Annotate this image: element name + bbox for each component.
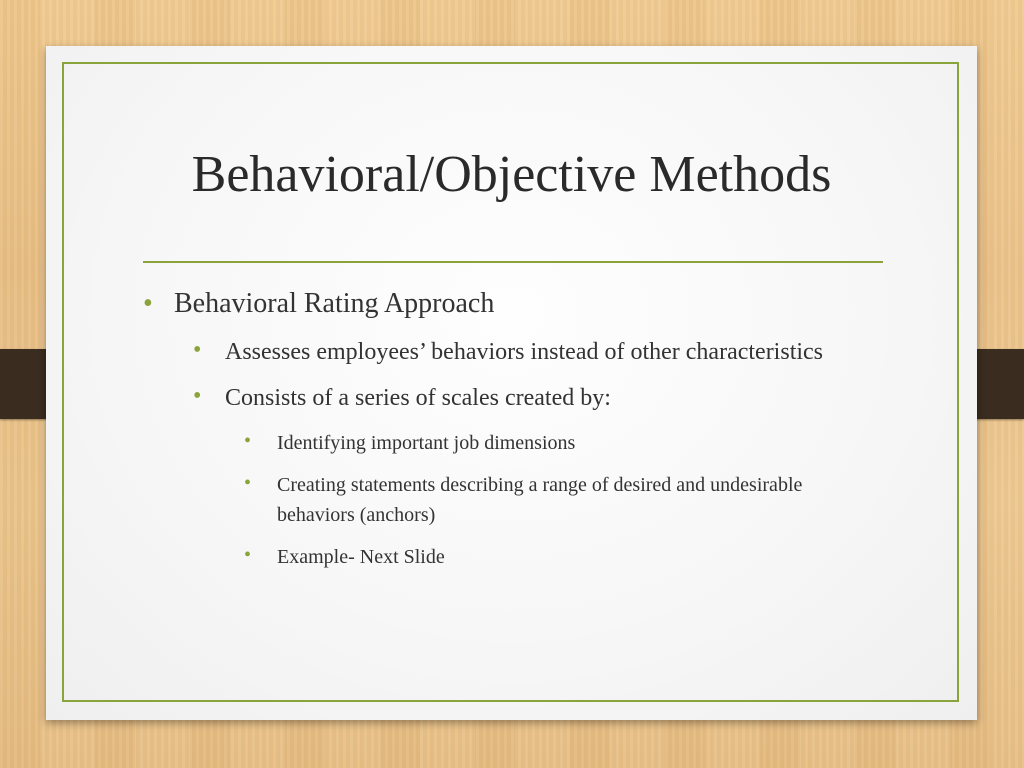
slide-card [46, 46, 977, 720]
bullet-item-level1 [143, 286, 883, 322]
bullet-text: Behavioral Rating Approach [174, 288, 495, 319]
bullet-item-level3 [143, 428, 883, 458]
bullet-text: Assesses employees’ behaviors instead of other characteristics [225, 339, 824, 365]
bullet-item-level3 [143, 470, 883, 530]
bullet-item-level3 [143, 542, 883, 572]
bullet-dot-icon: • [193, 383, 202, 409]
title-divider [143, 261, 883, 263]
bullet-text: Consists of a series of scales created by: [225, 385, 611, 411]
bullet-text: Identifying important job dimensions [277, 432, 576, 454]
bullet-dot-icon: • [244, 430, 252, 452]
bullet-dot-icon: • [193, 337, 202, 363]
bullet-list [143, 286, 883, 584]
bullet-item-level2 [143, 382, 883, 414]
bullet-dot-icon: • [143, 288, 153, 319]
bullet-text: Example- Next Slide [277, 546, 445, 568]
bullet-text: Creating statements describing a range of desired and undesirable behaviors (anchors) [277, 474, 803, 526]
slide-title: Behavioral/Objective Methods [191, 146, 832, 203]
bullet-dot-icon: • [244, 472, 252, 494]
bullet-item-level2 [143, 336, 883, 368]
bullet-dot-icon: • [244, 544, 252, 566]
